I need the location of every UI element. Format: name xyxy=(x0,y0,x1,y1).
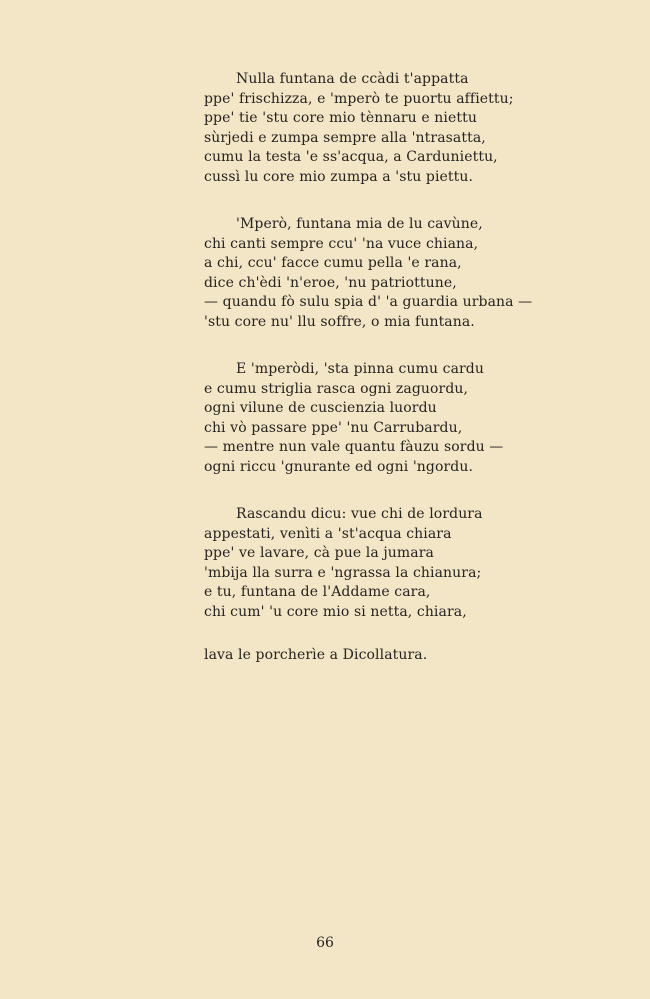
final-line: lava le porcherìe a Dicollatura. xyxy=(204,647,428,663)
poem-line: appestati, venìti a 'st'acqua chiara xyxy=(204,525,452,542)
poem-line: ppe' frischizza, e 'mperò te puortu affiettu; xyxy=(204,90,514,107)
poem-line: chi canti sempre ccu' 'na vuce chiana, xyxy=(204,235,479,252)
poem-line: sùrjedi e zumpa sempre alla 'ntrasatta, xyxy=(204,129,486,146)
poem-line: dice ch'èdi 'n'eroe, 'nu patriottune, xyxy=(204,274,457,291)
poem-line: — mentre nun vale quantu fàuzu sordu — xyxy=(204,439,504,455)
poem-line: 'stu core nu' llu soffre, o mia funtana. xyxy=(204,313,475,330)
poem-line: chi vò passare ppe' 'nu Carrubardu, xyxy=(204,419,463,436)
stanza-4 xyxy=(204,505,524,622)
poem-line: ogni vilune de cuscienzia luordu xyxy=(204,400,437,416)
poem-line: Nulla funtana de ccàdi t'appatta xyxy=(236,71,469,87)
stanza-1 xyxy=(204,70,524,187)
poem-line: chi cum' 'u core mio si netta, chiara, xyxy=(204,603,467,620)
poem-line: Rascandu dicu: vue chi de lordura xyxy=(236,506,483,522)
poem-line: e cumu striglia rasca ogni zaguordu, xyxy=(204,380,469,397)
poem-line: ogni riccu 'gnurante ed ogni 'ngordu. xyxy=(204,458,474,475)
poem-line: e tu, funtana de l'Addame cara, xyxy=(204,584,431,600)
poem xyxy=(204,70,533,666)
poem-line: cumu la testa 'e ss'acqua, a Carduniettu, xyxy=(204,149,498,165)
stanza-2 xyxy=(204,215,533,332)
poem-line: 'mbija lla surra e 'ngrassa la chianura; xyxy=(204,564,482,581)
poem-line: cussì lu core mio zumpa a 'stu piettu. xyxy=(204,168,474,185)
poem-line: E 'mperòdi, 'sta pinna cumu cardu xyxy=(236,361,484,377)
stanza-3 xyxy=(204,360,524,477)
poem-line: ppe' tie 'stu core mio tènnaru e niettu xyxy=(204,110,477,126)
poem-line: 'Mperò, funtana mia de lu cavùne, xyxy=(236,216,483,232)
poem-line: — quandu fò sulu spia d' 'a guardia urbana — xyxy=(204,294,533,310)
page-number: 66 xyxy=(316,935,334,951)
poem-line: a chi, ccu' facce cumu pella 'e rana, xyxy=(204,255,462,271)
poem-line: ppe' ve lavare, cà pue la jumara xyxy=(204,545,434,561)
